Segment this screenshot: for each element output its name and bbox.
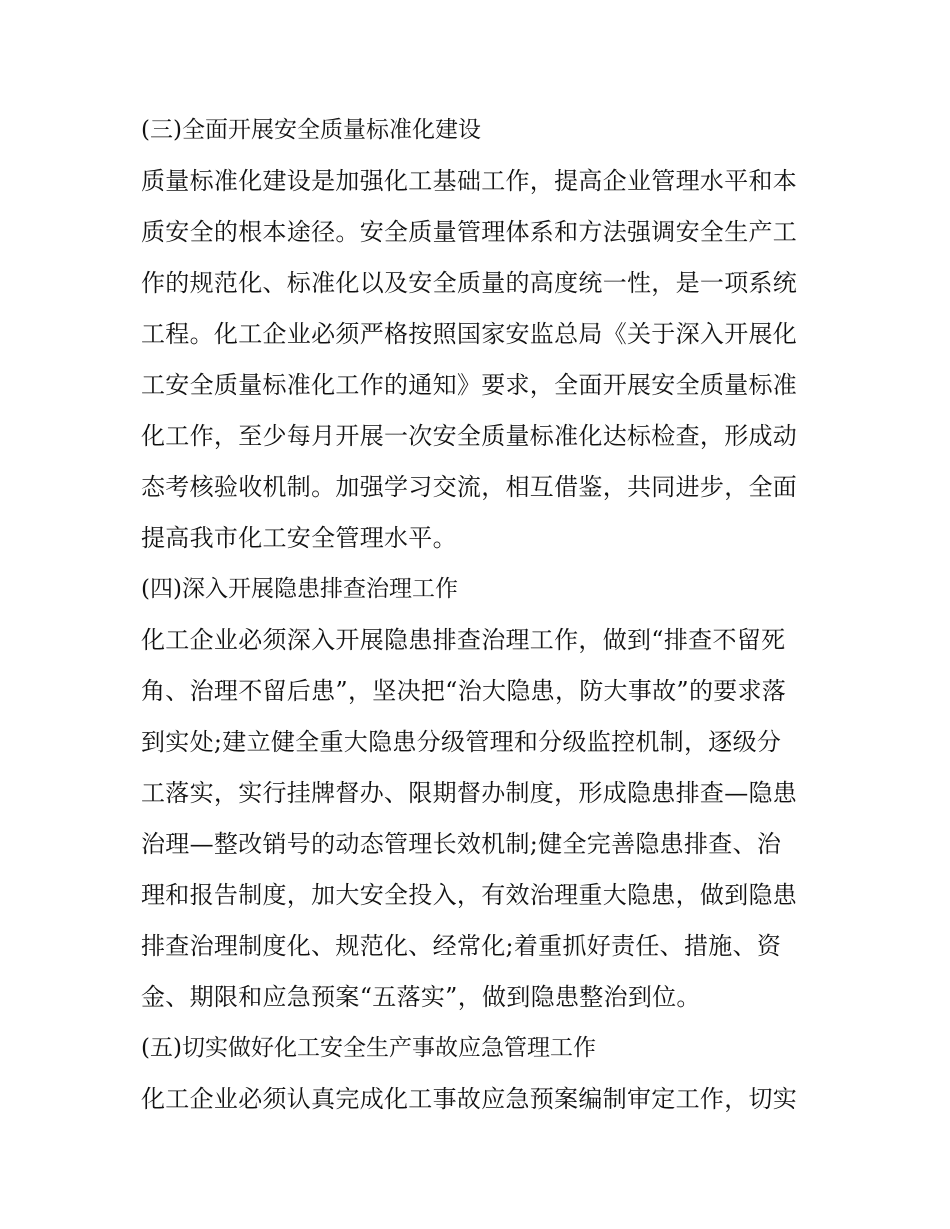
- paragraph-line: 质安全的根本途径。安全质量管理体系和方法强调安全生产工: [141, 218, 798, 246]
- paragraph-line: 排查治理制度化、规范化、经常化;着重抓好责任、措施、资: [141, 932, 782, 960]
- paragraph-line: 态考核验收机制。加强学习交流，相互借鉴，共同进步，全面: [141, 473, 798, 501]
- paragraph-line: 金、期限和应急预案“五落实”，做到隐患整治到位。: [141, 983, 701, 1011]
- paragraph-line: 理和报告制度，加大安全投入，有效治理重大隐患，做到隐患: [141, 881, 798, 909]
- paragraph-line: 角、治理不留后患”，坚决把“治大隐患，防大事故”的要求落: [141, 677, 787, 705]
- section-heading-4: (四)深入开展隐患排查治理工作: [141, 576, 458, 602]
- paragraph-line: 工安全质量标准化工作的通知》要求，全面开展安全质量标准: [141, 371, 798, 399]
- paragraph-line: 工落实，实行挂牌督办、限期督办制度，形成隐患排查—隐患: [141, 779, 798, 807]
- paragraph-line: 提高我市化工安全管理水平。: [141, 524, 457, 552]
- paragraph-line: 作的规范化、标准化以及安全质量的高度统一性，是一项系统: [141, 269, 798, 297]
- paragraph-line: 治理—整改销号的动态管理长效机制;健全完善隐患排查、治: [141, 830, 782, 858]
- paragraph-line: 工程。化工企业必须严格按照国家安监总局《关于深入开展化: [141, 320, 798, 348]
- paragraph-line: 化工企业必须深入开展隐患排查治理工作，做到“排查不留死: [141, 626, 786, 654]
- section-heading-3: (三)全面开展安全质量标准化建设: [141, 117, 481, 143]
- paragraph-line: 化工作，至少每月开展一次安全质量标准化达标检查，形成动: [141, 422, 798, 450]
- paragraph-line: 到实处;建立健全重大隐患分级管理和分级监控机制，逐级分: [141, 728, 782, 756]
- paragraph-line: 质量标准化建设是加强化工基础工作，提高企业管理水平和本: [141, 167, 798, 195]
- section-heading-5: (五)切实做好化工安全生产事故应急管理工作: [141, 1035, 596, 1061]
- paragraph-line: 化工企业必须认真完成化工事故应急预案编制审定工作，切实: [141, 1085, 798, 1113]
